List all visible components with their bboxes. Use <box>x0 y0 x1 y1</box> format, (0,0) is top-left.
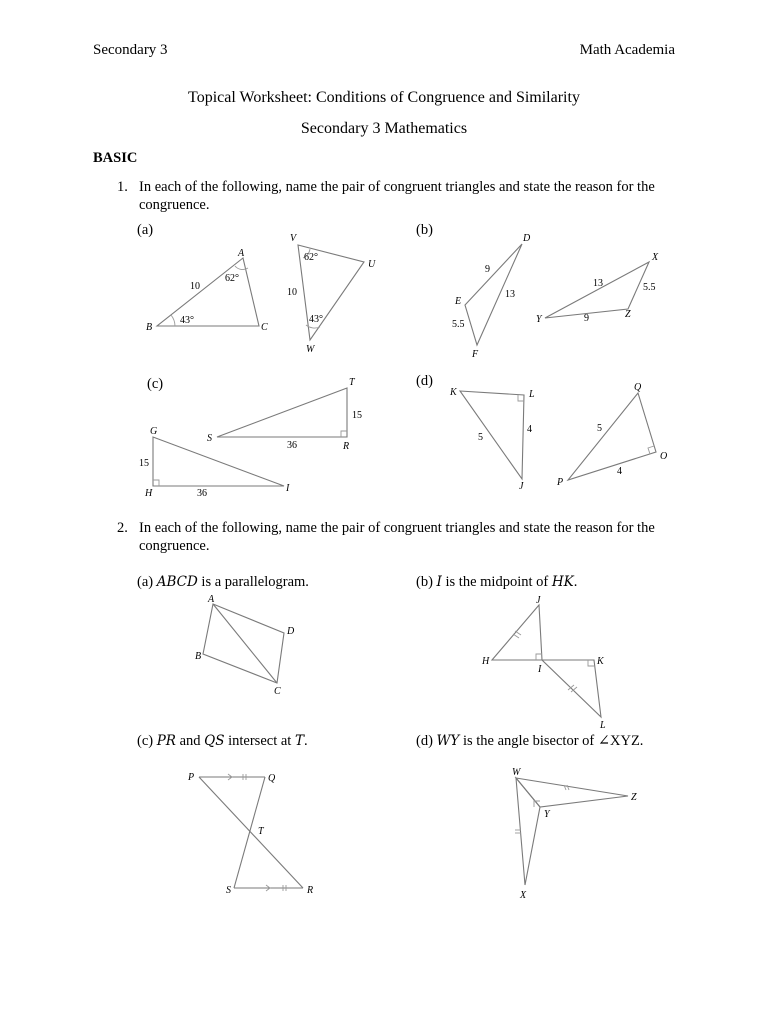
label-g: G <box>150 426 158 437</box>
q1a-side-ab: 10 <box>190 281 200 292</box>
label-j: J <box>536 595 541 606</box>
label-z: Z <box>625 309 631 320</box>
q1b-side-xz: 5.5 <box>643 282 656 293</box>
q1a-angle-b: 43° <box>180 315 194 326</box>
q1-part-b-label: (b) <box>416 222 433 238</box>
label-l: L <box>600 720 606 731</box>
q1-part-d-label: (d) <box>416 373 433 389</box>
label-l: L <box>529 389 535 400</box>
q2-part-c-label: (c) PR and QS intersect at T. <box>137 733 308 749</box>
q1b-side-yz: 9 <box>584 313 589 324</box>
q1b-side-de: 9 <box>485 264 490 275</box>
q1a-angle-v: 62° <box>304 252 318 263</box>
label-b: B <box>195 651 202 662</box>
label-i: I <box>286 483 290 494</box>
label-t: T <box>349 377 355 388</box>
label-z: Z <box>631 792 637 803</box>
q1d-side-op: 4 <box>617 466 622 477</box>
label-a: A <box>238 248 245 259</box>
label-p: P <box>557 477 564 488</box>
q2-part-a-label: (a) ABCD is a parallelogram. <box>137 574 309 590</box>
label-w: W <box>512 767 521 778</box>
q2d-bisector-figure <box>512 767 637 901</box>
question-2-text: In each of the following, name the pair of congruent triangles and state the reason for the congruence. <box>139 520 655 554</box>
label-p: P <box>188 772 195 783</box>
q2a-math: ABCD <box>156 574 198 590</box>
label-d: D <box>287 626 295 637</box>
q1d-side-lj: 4 <box>527 424 532 435</box>
label-w: W <box>306 344 315 355</box>
label-q: Q <box>268 773 276 784</box>
label-v: V <box>290 233 297 244</box>
label-r: R <box>343 441 350 452</box>
header-right: Math Academia <box>579 42 675 58</box>
label-x: X <box>520 890 527 901</box>
label-q: Q <box>634 382 642 393</box>
q1c-side-hi: 36 <box>197 488 207 499</box>
label-b: B <box>146 322 153 333</box>
q1-part-a-label: (a) <box>137 222 154 238</box>
q1d-side-kj: 5 <box>478 432 483 443</box>
label-c: C <box>274 686 281 697</box>
q1b-side-xy: 13 <box>593 278 603 289</box>
label-h: H <box>145 488 153 499</box>
label-y: Y <box>544 809 550 820</box>
worksheet-subtitle: Secondary 3 Mathematics <box>300 120 468 137</box>
label-r: R <box>307 885 314 896</box>
question-2-number: 2. <box>117 520 128 536</box>
q1c-side-sr: 36 <box>287 440 297 451</box>
q1-part-c-label: (c) <box>147 376 164 392</box>
q1c-side-gh: 15 <box>139 458 149 469</box>
label-y: Y <box>536 314 542 325</box>
label-o: O <box>660 451 668 462</box>
label-x: X <box>652 252 659 263</box>
label-f: F <box>472 349 479 360</box>
question-1-number: 1. <box>117 179 128 195</box>
section-heading: BASIC <box>93 150 138 166</box>
q2-part-b-label: (b) I is the midpoint of HK. <box>416 574 578 590</box>
q1b-side-ef: 5.5 <box>452 319 465 330</box>
label-a: A <box>208 594 215 605</box>
q1c-side-tr: 15 <box>352 410 362 421</box>
label-s: S <box>226 885 231 896</box>
q1a-angle-a: 62° <box>225 273 239 284</box>
label-c: C <box>261 322 268 333</box>
question-1-text: In each of the following, name the pair of congruent triangles and state the reason for the congruence. <box>139 179 655 213</box>
q1a-side-vw: 10 <box>287 287 297 298</box>
q2c-intersecting-figure <box>187 772 313 896</box>
label-i: I <box>538 664 542 675</box>
label-e: E <box>455 296 462 307</box>
q2b-midpoint-figure <box>481 595 606 731</box>
label-h: H <box>482 656 490 667</box>
label-d: D <box>523 233 531 244</box>
label-u: U <box>368 259 376 270</box>
label-k: K <box>450 387 457 398</box>
header-left: Secondary 3 <box>93 42 168 58</box>
label-s: S <box>207 433 212 444</box>
q1b-side-df: 13 <box>505 289 515 300</box>
label-j: J <box>519 481 524 492</box>
label-t: T <box>258 826 264 837</box>
q2-part-d-label: (d) WY is the angle bisector of ∠XYZ. <box>416 733 644 749</box>
q2a-parallelogram <box>195 594 295 697</box>
q1a-angle-w: 43° <box>309 314 323 325</box>
worksheet-title: Topical Worksheet: Conditions of Congruence and Similarity <box>188 89 580 106</box>
label-k: K <box>597 656 604 667</box>
q1d-side-qp: 5 <box>597 423 602 434</box>
